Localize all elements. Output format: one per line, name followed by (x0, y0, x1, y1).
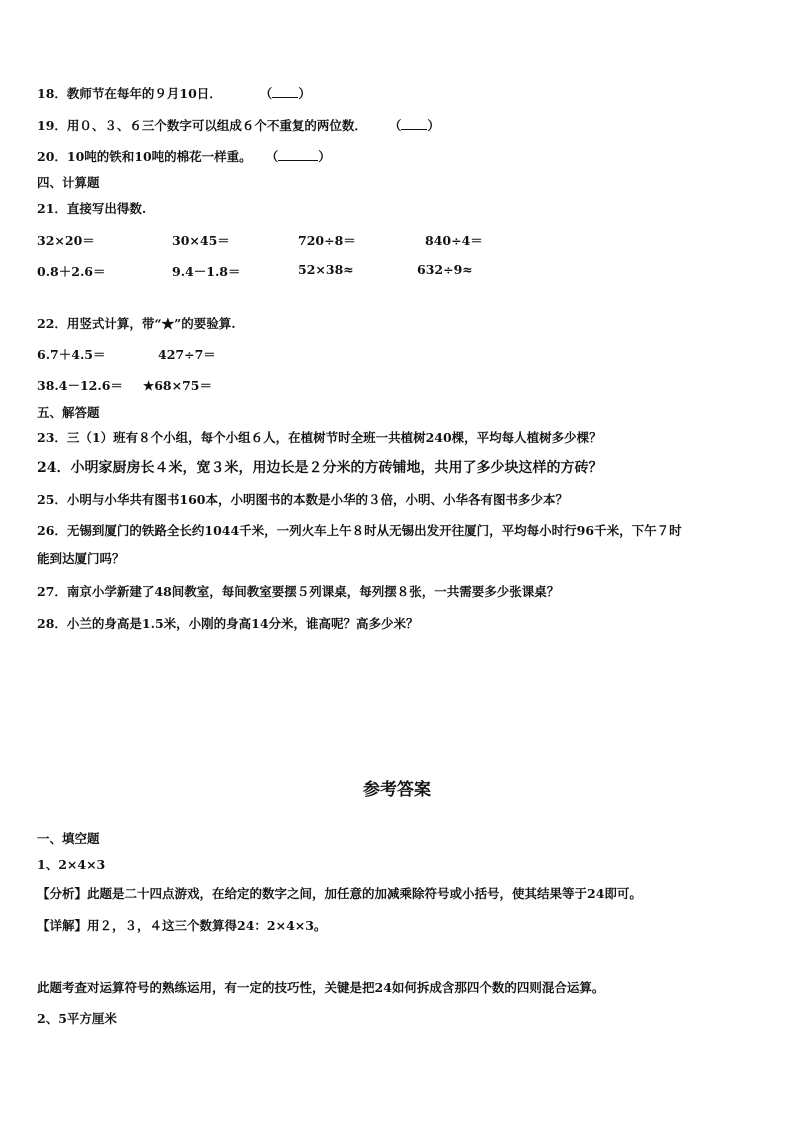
vertical-calc-item: ★68×75＝ (143, 378, 212, 393)
question-26-line-1: 26．无锡到厦门的铁路全长约1044千米，一列火车上午８时从无锡出发开往厦门，平均每小时行96千米，下午７时 (37, 523, 682, 538)
vertical-calc-item: 38.4－12.6＝ (37, 378, 123, 393)
answer-1: 1、2×4×3 (37, 857, 106, 872)
answer-1-detail: 【详解】用２，３，４这三个数算得24：2×4×3。 (37, 918, 327, 933)
calc-item: 720÷8＝ (298, 233, 356, 248)
question-24: 24．小明家厨房长４米，宽３米，用边长是２分米的方砖铺地，共用了多少块这样的方砖？ (37, 460, 603, 476)
question-27: 27．南京小学新建了48间教室，每间教室要摆５列课桌，每列摆８张，一共需要多少张课桌？ (37, 584, 560, 599)
question-21: 21．直接写出得数. (37, 201, 147, 216)
answer-blank (272, 86, 298, 98)
question-20-text: 20．10吨的铁和10吨的棉花一样重。 (37, 149, 252, 164)
calc-item: 840÷4＝ (425, 233, 483, 248)
vertical-calc-item: 6.7＋4.5＝ (37, 347, 106, 362)
question-20: 20．10吨的铁和10吨的棉花一样重。 （ ） (37, 149, 331, 164)
question-28: 28．小兰的身高是1.5米，小刚的身高14分米，谁高呢？高多少米？ (37, 616, 419, 631)
answer-blank (401, 118, 427, 130)
answer-1-analysis: 【分析】此题是二十四点游戏，在给定的数字之间，加任意的加减乘除符号或小括号，使其结果等于24即可。 (37, 886, 642, 901)
answer-section-heading: 一、填空题 (37, 831, 100, 846)
question-25: 25．小明与小华共有图书160本，小明图书的本数是小华的３倍，小明、小华各有图书多少本？ (37, 492, 568, 507)
question-22: 22．用竖式计算，带“★”的要验算. (37, 316, 236, 331)
question-19-text: 19．用０、３、６三个数字可以组成６个不重复的两位数． (37, 118, 367, 133)
calc-item: 32×20＝ (37, 233, 95, 248)
answer-blank (278, 149, 318, 161)
question-18: 18．教师节在每年的９月10日． （ ） (37, 86, 311, 101)
answer-1-summary: 此题考查对运算符号的熟练运用，有一定的技巧性，关键是把24如何拆成含那四个数的四则混合运算。 (37, 980, 605, 995)
question-23: 23．三（1）班有８个小组，每个小组６人，在植树节时全班一共植树240棵，平均每人植树多少棵？ (37, 430, 602, 445)
question-19: 19．用０、３、６三个数字可以组成６个不重复的两位数． （ ） (37, 118, 440, 133)
calc-item: 0.8＋2.6＝ (37, 264, 106, 279)
answer-2: 2、5平方厘米 (37, 1011, 117, 1026)
calc-item: 9.4－1.8＝ (172, 264, 241, 279)
vertical-calc-item: 427÷7＝ (158, 347, 216, 362)
calc-item: 52×38≈ (298, 262, 354, 277)
calc-item: 632÷9≈ (417, 262, 473, 277)
section-heading-4: 四、计算题 (37, 175, 100, 190)
answer-key-title: 参考答案 (363, 780, 431, 800)
question-18-text: 18．教师节在每年的９月10日． (37, 86, 222, 101)
section-heading-5: 五、解答题 (37, 405, 100, 420)
question-26-line-2: 能到达厦门吗？ (37, 551, 125, 566)
calc-item: 30×45＝ (172, 233, 230, 248)
